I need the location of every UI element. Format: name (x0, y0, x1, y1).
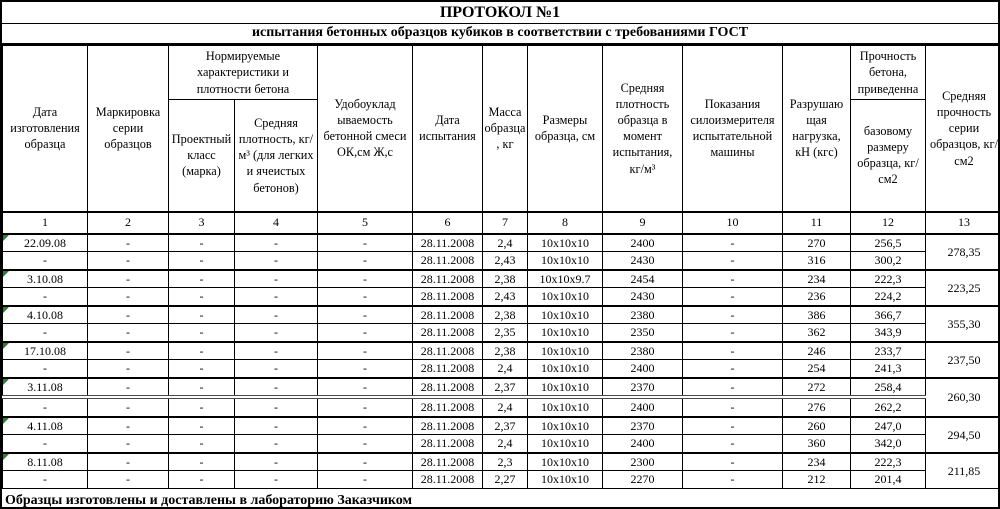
data-cell-c7: 2,4 (483, 435, 528, 453)
data-cell-c1: 8.11.08 (3, 453, 88, 471)
data-cell-c6: 28.11.2008 (413, 270, 483, 288)
avg-strength-cell: 211,85 (926, 453, 1000, 489)
protocol-table (2, 45, 1000, 489)
column-number-cell: 5 (318, 212, 413, 234)
data-cell-c9: 2350 (603, 324, 683, 342)
footer-note: Образцы изготовлены и доставлены в лабораторию Заказчиком (5, 492, 413, 508)
data-cell-c7: 2,4 (483, 397, 528, 417)
data-cell-c6: 28.11.2008 (413, 417, 483, 435)
data-cell-c11: 272 (783, 378, 851, 398)
data-cell-c9: 2454 (603, 270, 683, 288)
table-row (3, 417, 1000, 435)
data-cell-c5: - (318, 453, 413, 471)
data-cell-c10: - (683, 288, 783, 306)
data-cell-c8: 10x10x10 (528, 234, 603, 252)
data-cell-c5: - (318, 306, 413, 324)
data-cell-c7: 2,35 (483, 324, 528, 342)
data-cell-c12: 224,2 (851, 288, 926, 306)
data-cell-c10: - (683, 378, 783, 398)
column-number-cell: 10 (683, 212, 783, 234)
data-cell-c7: 2,4 (483, 360, 528, 378)
data-cell-c10: - (683, 397, 783, 417)
data-cell-c5: - (318, 417, 413, 435)
data-cell-c1: 4.11.08 (3, 417, 88, 435)
data-cell-c6: 28.11.2008 (413, 234, 483, 252)
table-row (3, 453, 1000, 471)
data-cell-c4: - (235, 360, 318, 378)
data-cell-c12: 256,5 (851, 234, 926, 252)
data-cell-c11: 236 (783, 288, 851, 306)
data-cell-c1: 17.10.08 (3, 342, 88, 360)
data-cell-c11: 386 (783, 306, 851, 324)
excel-corner-marker-icon (3, 271, 9, 277)
header-cell-design-class: Проектный класс (марка) (169, 100, 235, 212)
data-cell-c7: 2,38 (483, 306, 528, 324)
data-cell-c3: - (169, 417, 235, 435)
column-number-cell: 7 (483, 212, 528, 234)
data-cell-c5: - (318, 397, 413, 417)
data-cell-c9: 2300 (603, 453, 683, 471)
data-cell-c8: 10x10x10 (528, 288, 603, 306)
data-cell-c1: 4.10.08 (3, 306, 88, 324)
data-cell-c3: - (169, 378, 235, 398)
data-cell-c3: - (169, 453, 235, 471)
data-cell-c1: - (3, 324, 88, 342)
data-cell-c8: 10x10x10 (528, 324, 603, 342)
data-cell-c5: - (318, 471, 413, 489)
data-cell-c5: - (318, 342, 413, 360)
data-cell-c4: - (235, 288, 318, 306)
data-cell-c10: - (683, 360, 783, 378)
header-cell-size: Размеры образца, см (528, 46, 603, 212)
data-cell-c12: 201,4 (851, 471, 926, 489)
data-cell-c11: 360 (783, 435, 851, 453)
data-cell-c3: - (169, 435, 235, 453)
table-row (3, 342, 1000, 360)
data-cell-c8: 10x10x10 (528, 471, 603, 489)
data-cell-c6: 28.11.2008 (413, 435, 483, 453)
data-cell-c7: 2,37 (483, 417, 528, 435)
data-cell-c6: 28.11.2008 (413, 306, 483, 324)
data-cell-c6: 28.11.2008 (413, 288, 483, 306)
data-cell-c4: - (235, 397, 318, 417)
header-row-1 (3, 46, 1000, 100)
data-cell-c8: 10x10x10 (528, 252, 603, 270)
data-cell-c12: 222,3 (851, 453, 926, 471)
data-cell-c12: 233,7 (851, 342, 926, 360)
data-cell-c2: - (88, 397, 169, 417)
header-cell-mass: Масса образца, кг (483, 46, 528, 212)
excel-corner-marker-icon (3, 454, 9, 460)
data-cell-c11: 234 (783, 270, 851, 288)
data-cell-c3: - (169, 360, 235, 378)
data-cell-c6: 28.11.2008 (413, 252, 483, 270)
data-cell-c1: - (3, 471, 88, 489)
data-cell-c11: 276 (783, 397, 851, 417)
data-cell-c12: 342,0 (851, 435, 926, 453)
avg-strength-cell: 355,30 (926, 306, 1000, 342)
excel-corner-marker-icon (3, 343, 9, 349)
header-cell-avg-density-norm: Средняя плотность, кг/м³ (для легких и ячеистых бетонов) (235, 100, 318, 212)
data-cell-c7: 2,37 (483, 378, 528, 398)
data-cell-c11: 270 (783, 234, 851, 252)
data-cell-c12: 300,2 (851, 252, 926, 270)
table-row (3, 324, 1000, 342)
data-cell-c6: 28.11.2008 (413, 378, 483, 398)
data-cell-c9: 2370 (603, 417, 683, 435)
header-cell-series-marking: Маркировка серии образцов (88, 46, 169, 212)
data-cell-c9: 2400 (603, 397, 683, 417)
excel-corner-marker-icon (3, 307, 9, 313)
data-cell-c1: 22.09.08 (3, 234, 88, 252)
table-row (3, 270, 1000, 288)
data-cell-c6: 28.11.2008 (413, 360, 483, 378)
table-row (3, 360, 1000, 378)
column-number-cell: 6 (413, 212, 483, 234)
avg-strength-cell: 223,25 (926, 270, 1000, 306)
data-cell-c3: - (169, 252, 235, 270)
column-number-cell: 3 (169, 212, 235, 234)
data-cell-c12: 258,4 (851, 378, 926, 398)
header-cell-avg-strength: Средняя прочность серии образцов, кг/см2 (926, 46, 1000, 212)
header-cell-normative-group: Нормируемые характеристики и плотности бетона (169, 46, 318, 100)
data-cell-c6: 28.11.2008 (413, 342, 483, 360)
data-cell-c4: - (235, 306, 318, 324)
data-cell-c5: - (318, 234, 413, 252)
data-cell-c4: - (235, 342, 318, 360)
table-row (3, 435, 1000, 453)
data-cell-c5: - (318, 288, 413, 306)
data-cell-c10: - (683, 306, 783, 324)
data-cell-c10: - (683, 252, 783, 270)
data-cell-c2: - (88, 234, 169, 252)
data-cell-c3: - (169, 288, 235, 306)
data-cell-c10: - (683, 234, 783, 252)
data-cell-c9: 2400 (603, 234, 683, 252)
data-cell-c11: 260 (783, 417, 851, 435)
table-row (3, 378, 1000, 398)
data-cell-c5: - (318, 252, 413, 270)
data-cell-c3: - (169, 234, 235, 252)
data-cell-c4: - (235, 270, 318, 288)
avg-strength-cell: 237,50 (926, 342, 1000, 378)
data-cell-c11: 254 (783, 360, 851, 378)
data-cell-c2: - (88, 288, 169, 306)
column-number-cell: 1 (3, 212, 88, 234)
data-cell-c4: - (235, 453, 318, 471)
data-cell-c10: - (683, 270, 783, 288)
header-cell-strength-top: Прочность бетона, приведенна (851, 46, 926, 100)
data-cell-c1: 3.11.08 (3, 378, 88, 398)
header-cell-workability: Удобоуклад ываемость бетонной смеси ОК,см Ж,с (318, 46, 413, 212)
data-cell-c10: - (683, 342, 783, 360)
data-cell-c2: - (88, 417, 169, 435)
column-number-cell: 4 (235, 212, 318, 234)
column-number-cell: 11 (783, 212, 851, 234)
data-cell-c8: 10x10x10 (528, 417, 603, 435)
data-cell-c4: - (235, 324, 318, 342)
data-cell-c8: 10x10x10 (528, 378, 603, 398)
data-cell-c7: 2,3 (483, 453, 528, 471)
data-cell-c11: 316 (783, 252, 851, 270)
data-cell-c2: - (88, 342, 169, 360)
column-number-cell: 13 (926, 212, 1000, 234)
data-cell-c12: 366,7 (851, 306, 926, 324)
data-cell-c8: 10x10x10 (528, 306, 603, 324)
data-cell-c7: 2,38 (483, 270, 528, 288)
data-cell-c9: 2400 (603, 360, 683, 378)
data-cell-c12: 262,2 (851, 397, 926, 417)
data-cell-c9: 2380 (603, 342, 683, 360)
avg-strength-cell: 278,35 (926, 234, 1000, 270)
table-row (3, 252, 1000, 270)
data-cell-c3: - (169, 270, 235, 288)
data-cell-c6: 28.11.2008 (413, 471, 483, 489)
data-cell-c4: - (235, 471, 318, 489)
data-cell-c5: - (318, 270, 413, 288)
data-cell-c10: - (683, 471, 783, 489)
data-cell-c5: - (318, 435, 413, 453)
data-cell-c1: - (3, 435, 88, 453)
data-cell-c1: - (3, 288, 88, 306)
data-cell-c11: 362 (783, 324, 851, 342)
data-cell-c7: 2,27 (483, 471, 528, 489)
data-cell-c5: - (318, 324, 413, 342)
data-cell-c9: 2380 (603, 306, 683, 324)
data-cell-c12: 222,3 (851, 270, 926, 288)
data-cell-c1: 3.10.08 (3, 270, 88, 288)
data-cell-c3: - (169, 306, 235, 324)
data-cell-c4: - (235, 234, 318, 252)
data-cell-c3: - (169, 471, 235, 489)
column-number-cell: 12 (851, 212, 926, 234)
column-number-cell: 8 (528, 212, 603, 234)
data-cell-c11: 212 (783, 471, 851, 489)
data-cell-c1: - (3, 360, 88, 378)
data-cell-c10: - (683, 324, 783, 342)
data-cell-c2: - (88, 378, 169, 398)
excel-corner-marker-icon (3, 235, 9, 241)
data-cell-c7: 2,4 (483, 234, 528, 252)
data-cell-c9: 2270 (603, 471, 683, 489)
data-cell-c8: 10x10x10 (528, 360, 603, 378)
table-row (3, 234, 1000, 252)
data-cell-c8: 10x10x9.7 (528, 270, 603, 288)
data-cell-c2: - (88, 453, 169, 471)
column-number-row (3, 212, 1000, 234)
avg-strength-cell: 260,30 (926, 378, 1000, 417)
data-cell-c11: 246 (783, 342, 851, 360)
data-cell-c4: - (235, 435, 318, 453)
data-cell-c3: - (169, 324, 235, 342)
header-cell-test-date: Дата испытания (413, 46, 483, 212)
data-cell-c12: 247,0 (851, 417, 926, 435)
data-cell-c11: 234 (783, 453, 851, 471)
page-title: ПРОТОКОЛ №1 (2, 2, 998, 24)
data-cell-c9: 2430 (603, 288, 683, 306)
header-cell-gauge-reading: Показания силоизмерителя испытательной машины (683, 46, 783, 212)
page-subtitle: испытания бетонных образцов кубиков в соответствии с требованиями ГОСТ (2, 24, 998, 45)
data-cell-c10: - (683, 453, 783, 471)
data-cell-c12: 241,3 (851, 360, 926, 378)
table-row (3, 288, 1000, 306)
excel-corner-marker-icon (3, 418, 9, 424)
data-cell-c2: - (88, 435, 169, 453)
data-cell-c6: 28.11.2008 (413, 397, 483, 417)
data-cell-c10: - (683, 417, 783, 435)
data-cell-c7: 2,43 (483, 252, 528, 270)
column-number-cell: 9 (603, 212, 683, 234)
table-row (3, 397, 1000, 417)
data-cell-c4: - (235, 378, 318, 398)
data-cell-c2: - (88, 252, 169, 270)
data-cell-c2: - (88, 306, 169, 324)
header-cell-density-at-test: Средняя плотность образца в момент испытания, кг/м³ (603, 46, 683, 212)
data-cell-c2: - (88, 471, 169, 489)
header-cell-strength-bottom: базовому размеру образца, кг/см2 (851, 100, 926, 212)
header-cell-breaking-load: Разрушаю щая нагрузка, кН (кгс) (783, 46, 851, 212)
data-cell-c8: 10x10x10 (528, 435, 603, 453)
data-cell-c6: 28.11.2008 (413, 453, 483, 471)
data-cell-c2: - (88, 360, 169, 378)
data-cell-c1: - (3, 252, 88, 270)
data-cell-c5: - (318, 378, 413, 398)
data-cell-c7: 2,43 (483, 288, 528, 306)
data-cell-c4: - (235, 417, 318, 435)
data-cell-c9: 2370 (603, 378, 683, 398)
data-cell-c5: - (318, 360, 413, 378)
data-cell-c12: 343,9 (851, 324, 926, 342)
data-cell-c7: 2,38 (483, 342, 528, 360)
data-cell-c3: - (169, 397, 235, 417)
header-cell-date-made: Дата изготовления образца (3, 46, 88, 212)
data-cell-c2: - (88, 324, 169, 342)
data-cell-c1: - (3, 397, 88, 417)
table-row (3, 471, 1000, 489)
data-cell-c8: 10x10x10 (528, 397, 603, 417)
data-cell-c10: - (683, 435, 783, 453)
table-row (3, 306, 1000, 324)
data-cell-c4: - (235, 252, 318, 270)
column-number-cell: 2 (88, 212, 169, 234)
data-cell-c8: 10x10x10 (528, 453, 603, 471)
data-cell-c6: 28.11.2008 (413, 324, 483, 342)
excel-corner-marker-icon (3, 379, 9, 385)
data-cell-c9: 2400 (603, 435, 683, 453)
data-cell-c3: - (169, 342, 235, 360)
data-cell-c8: 10x10x10 (528, 342, 603, 360)
data-cell-c9: 2430 (603, 252, 683, 270)
data-rows (3, 234, 1000, 489)
data-cell-c2: - (88, 270, 169, 288)
avg-strength-cell: 294,50 (926, 417, 1000, 453)
